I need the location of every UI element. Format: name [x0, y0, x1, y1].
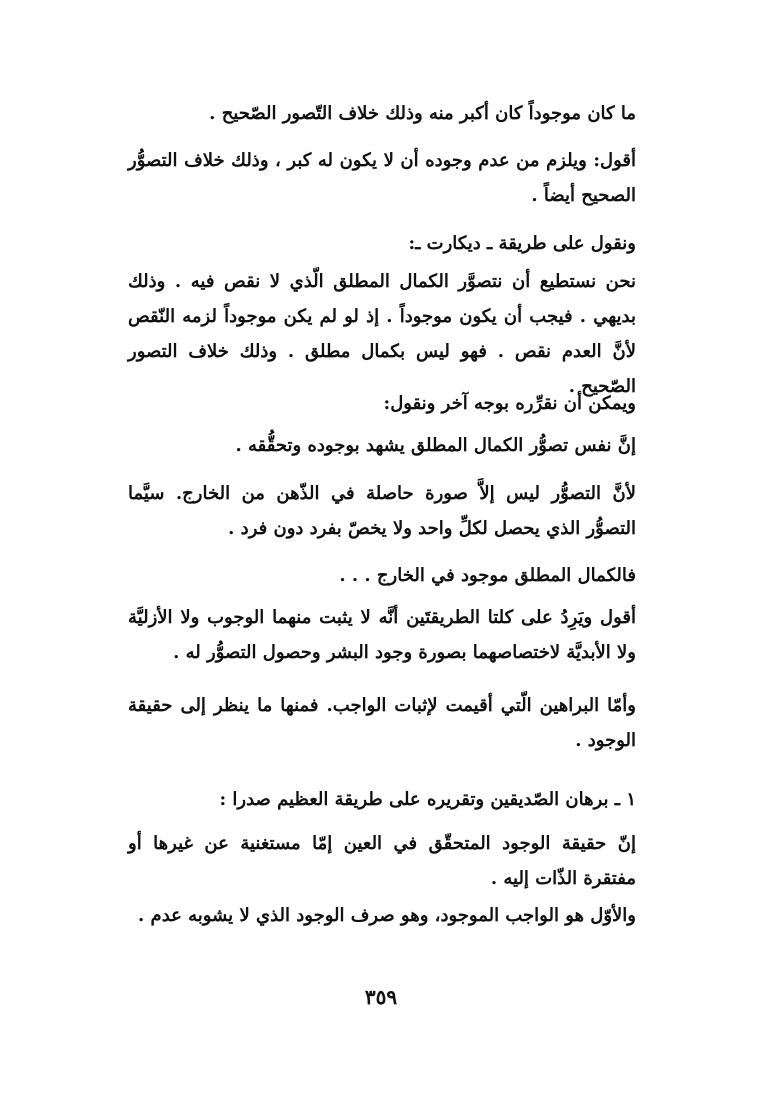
paragraph-8: فالكمال المطلق موجود في الخارج . . .	[339, 565, 636, 586]
paragraph-5: ويمكن أن نقرِّره بوجه آخر ونقول:	[383, 393, 636, 414]
paragraph-1: ما كان موجوداً كان أكبر منه وذلك خلاف التّصور الصّحيح .	[209, 103, 636, 124]
paragraph-12: إنّ حقيقة الوجود المتحقّق في العين إمّا مستغنية عن غيرها أو مفتقرة الذّات إليه .	[128, 833, 636, 889]
paragraph-9: أقول ويَرِدُ على كلتا الطريقتَين أنَّه لا يثبت منهما الوجوب ولا الأزليَّة ولا الأبديَّة لاختصاصهما بصورة وجود البشر وحصول التصوُّر له .	[128, 607, 636, 663]
paragraph-11: ١ ـ برهان الصّديقين وتقريره على طريقة العظيم صدرا :	[219, 789, 636, 810]
paragraph-6: إنَّ نفس تصوُّر الكمال المطلق يشهد بوجوده وتحقُّقه .	[235, 435, 636, 456]
paragraph-7: لأنَّ التصوُّر ليس إلاَّ صورة حاصلة في الذّهن من الخارج. سيَّما التصوُّر الذي يحصل لكلِّ واحد ولا يخصّ بفرد دون فرد .	[128, 483, 636, 539]
paragraph-10: وأمّا البراهين الّتي أقيمت لإثبات الواجب. فمنها ما ينظر إلى حقيقة الوجود .	[128, 695, 636, 751]
paragraph-3: ونقول على طريقة ـ ديكارت ـ:	[408, 233, 636, 254]
paragraph-4: نحن نستطيع أن نتصوَّر الكمال المطلق الّذي لا نقص فيه . وذلك بديهي . فيجب أن يكون موجوداً . إذ لو لم يكن موجوداً لزمه النّقص لأنَّ العدم نقص . فهو ليس بكمال مطلق . وذلك خلاف التصور الصّحيح .	[128, 271, 636, 397]
paragraph-13: والأوّل هو الواجب الموجود، وهو صرف الوجود الذي لا يشوبه عدم .	[138, 905, 636, 926]
page-number: ٣٥٩	[364, 985, 398, 1009]
paragraph-2: أقول: ويلزم من عدم وجوده أن لا يكون له كبر ، وذلك خلاف التصوُّر الصحيح أيضاً .	[128, 150, 636, 206]
